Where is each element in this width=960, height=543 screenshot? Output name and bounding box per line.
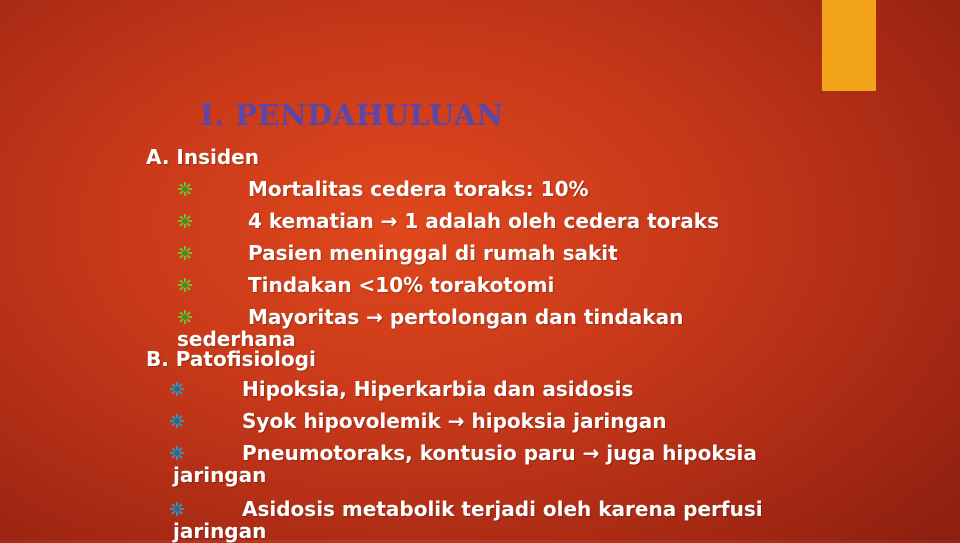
list-item-continuation: sederhana — [177, 327, 296, 351]
blue-star-bullet-icon — [170, 382, 184, 396]
blue-star-bullet-icon — [170, 502, 184, 516]
section-heading-patofisiologi: B. Patofisiologi — [146, 347, 316, 371]
green-star-bullet-icon — [178, 278, 192, 292]
blue-star-bullet-icon — [170, 446, 184, 460]
accent-bar — [822, 0, 876, 91]
list-item-continuation: jaringan — [173, 463, 267, 487]
list-item: Syok hipovolemik → hipoksia jaringan — [242, 409, 667, 433]
list-item: Pasien meninggal di rumah sakit — [248, 241, 618, 265]
list-item: Mortalitas cedera toraks: 10% — [248, 177, 589, 201]
green-star-bullet-icon — [178, 246, 192, 260]
section-heading-insiden: A. Insiden — [146, 145, 259, 169]
green-star-bullet-icon — [178, 182, 192, 196]
list-item: Pneumotoraks, kontusio paru → juga hipoksia — [242, 441, 757, 465]
list-item-continuation: jaringan — [173, 519, 267, 543]
list-item: Mayoritas → pertolongan dan tindakan — [248, 305, 684, 329]
list-item: Asidosis metabolik terjadi oleh karena perfusi — [242, 497, 763, 521]
blue-star-bullet-icon — [170, 414, 184, 428]
list-item: 4 kematian → 1 adalah oleh cedera toraks — [248, 209, 719, 233]
list-item: Hipoksia, Hiperkarbia dan asidosis — [242, 377, 634, 401]
list-item: Tindakan <10% torakotomi — [248, 273, 555, 297]
green-star-bullet-icon — [178, 310, 192, 324]
slide-title: I. PENDAHULUAN — [200, 98, 504, 132]
green-star-bullet-icon — [178, 214, 192, 228]
